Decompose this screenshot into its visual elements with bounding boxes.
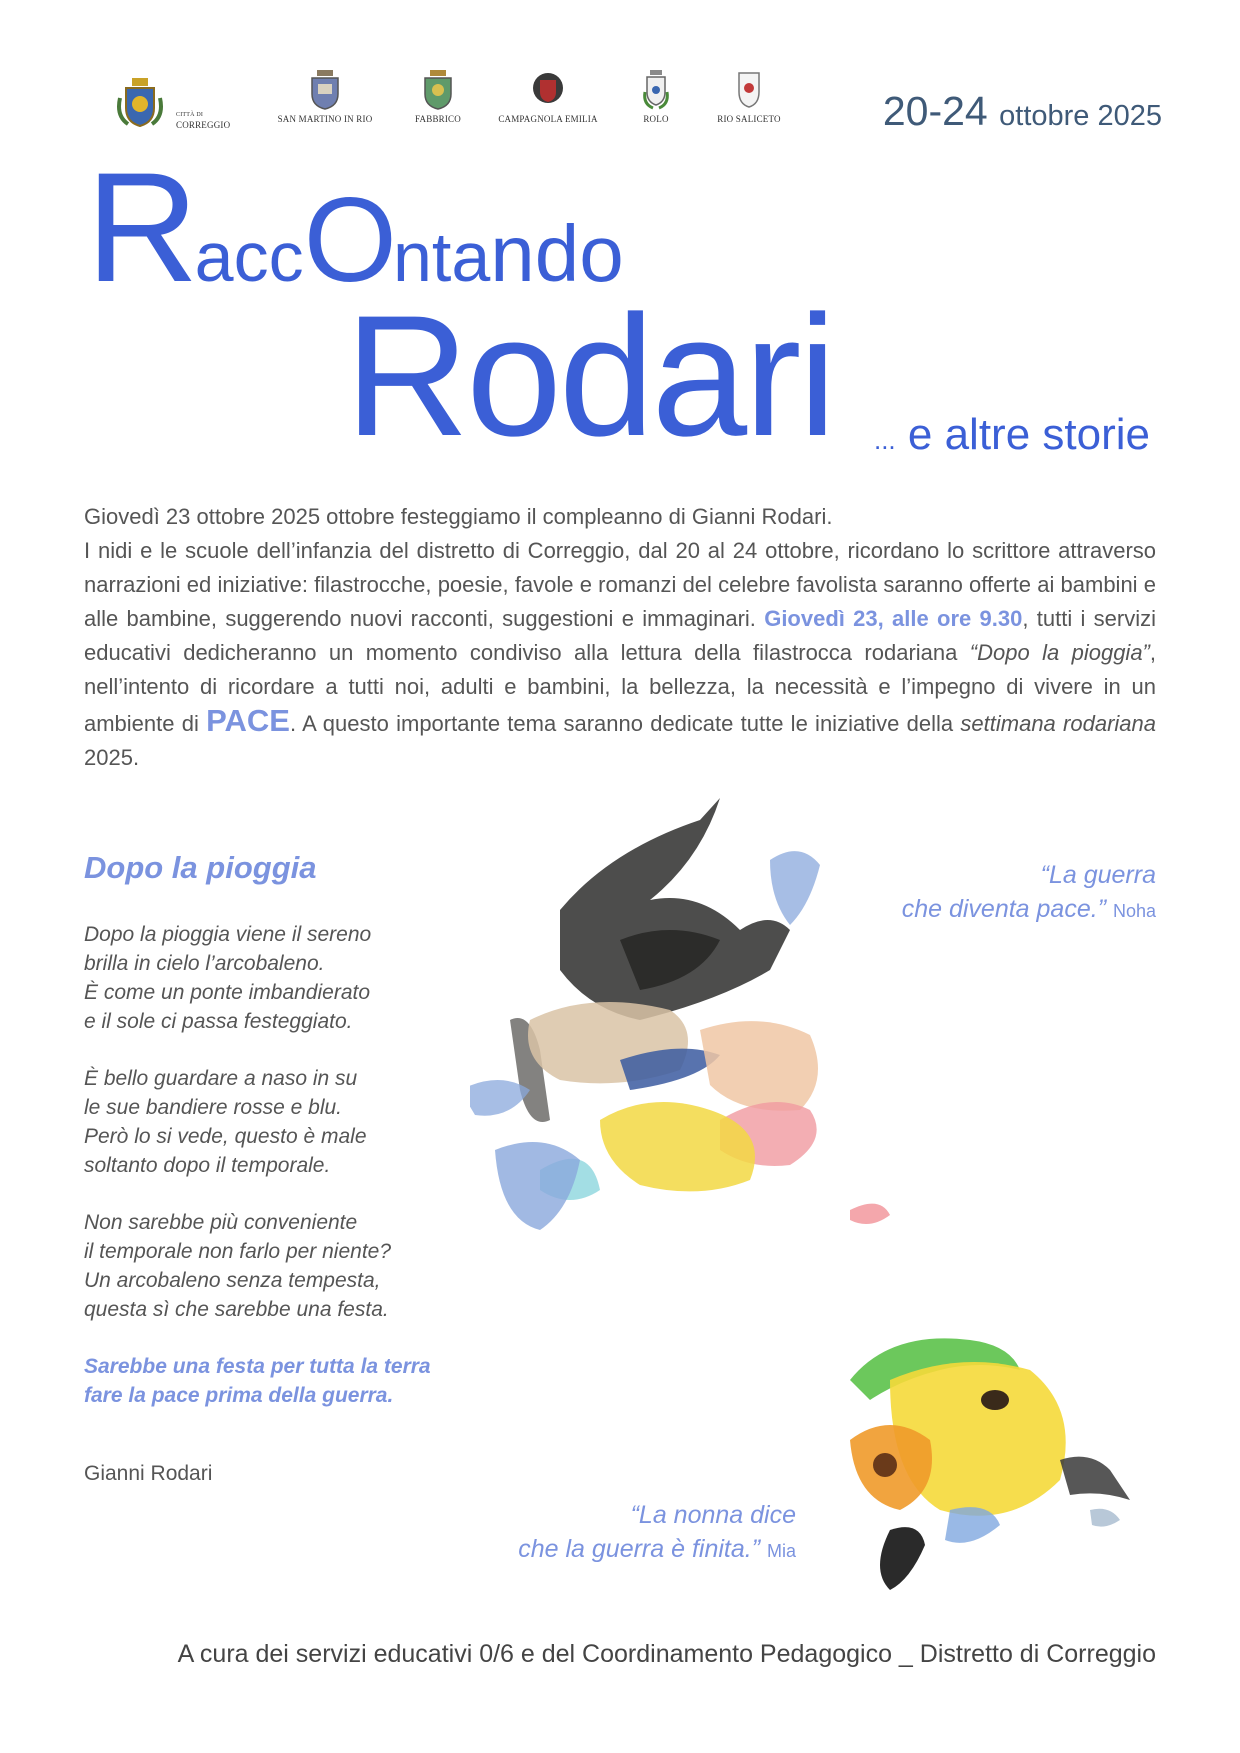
poem-line: È come un ponte imbandierato [84, 981, 371, 1004]
title-letter: o [579, 209, 624, 298]
intro-body: . A questo importante tema saranno dedicate tutte le iniziative della [289, 711, 961, 736]
intro-pace: PACE [206, 703, 290, 738]
poem-line: brilla in cielo l’arcobaleno. [84, 952, 325, 975]
title-letter: O [303, 173, 393, 307]
child-painting-grandma [830, 1310, 1160, 1610]
poem-line: Non sarebbe più conveniente [84, 1211, 358, 1234]
logo-rio-saliceto [704, 70, 794, 124]
poem-stanza [84, 1064, 504, 1180]
poem-line: Però lo si vede, questo è male [84, 1125, 367, 1148]
poem-author: Gianni Rodari [84, 1462, 213, 1485]
rio-saliceto-crest-icon [732, 70, 766, 110]
date-month-year: ottobre 2025 [999, 100, 1162, 132]
title-letter: c [233, 218, 269, 296]
logo-label: FABBRICO [415, 114, 461, 124]
campagnola-crest-icon [531, 70, 565, 110]
logo-label: RIO SALICETO [717, 114, 781, 124]
municipal-logos [108, 70, 808, 140]
poem-title: Dopo la pioggia [84, 850, 317, 885]
intro-body: , tutti i servizi educativi dedicheranno un momento condiviso alla lettura della filastrocca rodariana [84, 606, 1157, 665]
intro-highlight: Giovedì 23, alle ore 9.30 [764, 606, 1023, 631]
title-letter: a [194, 218, 234, 296]
poem-stanza-final [84, 1352, 504, 1410]
quote-noha [902, 858, 1156, 928]
poem-line: fare la pace prima della guerra. [84, 1384, 394, 1407]
subtitle-dots: ... [873, 425, 896, 455]
intro-paragraph-2 [84, 534, 1156, 775]
quote-line: che diventa pace.” [901, 895, 1107, 923]
title-letter: n [392, 218, 432, 296]
intro-body: 2025. [84, 745, 140, 770]
title-letter: c [268, 218, 304, 296]
quote-line: “La nonna dice [630, 1501, 796, 1529]
poem-stanza [84, 1208, 504, 1324]
poem-line: e il sole ci passa festeggiato. [84, 1010, 353, 1033]
logo-label: ROLO [643, 114, 669, 124]
intro-week: settimana rodariana [960, 711, 1156, 736]
fabbrico-crest-icon [421, 70, 455, 110]
logo-label-small: CITTÀ DI [176, 112, 204, 118]
logo-label: CAMPAGNOLA EMILIA [498, 114, 598, 124]
logo-label: SAN MARTINO IN RIO [277, 114, 373, 124]
logo-label: CORREGGIO [176, 120, 231, 130]
intro-text [84, 500, 1156, 775]
quote-line: che la guerra è finita.” [518, 1535, 761, 1563]
title-letter: nd [490, 209, 580, 298]
title-letter: ta [431, 218, 491, 296]
poem-body [84, 920, 504, 1438]
intro-body: , nell’intento di ricordare a tutti noi, adulti e bambini, la bellezza, la necessità e l’impegno di vivere in un ambiente di [84, 640, 1156, 736]
poem-line: È bello guardare a naso in su [84, 1067, 358, 1090]
intro-body: I nidi e le scuole dell’infanzia del distretto di Correggio, dal 20 al 24 ottobre, ricordano lo scrittore attraverso narrazioni ed iniziative: filastrocche, poesie, favole e romanzi del celebre favolista saranno offerte ai bambini e alle bambine, suggerendo nuovi racconti, suggestioni e immaginari. [84, 538, 1156, 631]
poem-line: Un arcobaleno senza tempesta, [84, 1269, 381, 1292]
subtitle-text: e altre storie [907, 410, 1150, 459]
quote-author: Noha [1112, 901, 1156, 921]
poem-line: Dopo la pioggia viene il sereno [84, 923, 372, 946]
event-dates [883, 88, 1162, 135]
logo-san-martino [270, 70, 380, 124]
poem-stanza [84, 920, 504, 1036]
date-range: 20-24 [882, 88, 988, 134]
intro-poem-ref: “Dopo la pioggia” [969, 640, 1150, 665]
san-martino-crest-icon [308, 70, 342, 110]
quote-mia [518, 1498, 796, 1568]
poem-line: le sue bandiere rosse e blu. [84, 1096, 342, 1119]
rolo-crest-icon [639, 70, 673, 110]
title-line-2: Rodari [345, 280, 834, 472]
poem-line: Sarebbe una festa per tutta la terra [84, 1355, 431, 1378]
logo-correggio [108, 70, 248, 140]
logo-campagnola [488, 70, 608, 124]
poem-line: il temporale non farlo per niente? [84, 1240, 392, 1263]
quote-line: “La guerra [1040, 861, 1156, 889]
correggio-crest-icon [112, 76, 168, 130]
logo-rolo [626, 70, 686, 124]
poem-line: questa sì che sarebbe una festa. [84, 1298, 389, 1321]
quote-author: Mia [766, 1541, 796, 1561]
subtitle [874, 410, 1150, 460]
logo-fabbrico [398, 70, 478, 124]
footer-credits: A cura dei servizi educativi 0/6 e del Coordinamento Pedagogico _ Distretto di Correggio [177, 1640, 1156, 1668]
title-letter: R [86, 141, 195, 315]
intro-paragraph-1: Giovedì 23 ottobre 2025 ottobre festeggiamo il compleanno di Gianni Rodari. [84, 504, 833, 529]
poem-line: soltanto dopo il temporale. [84, 1154, 331, 1177]
